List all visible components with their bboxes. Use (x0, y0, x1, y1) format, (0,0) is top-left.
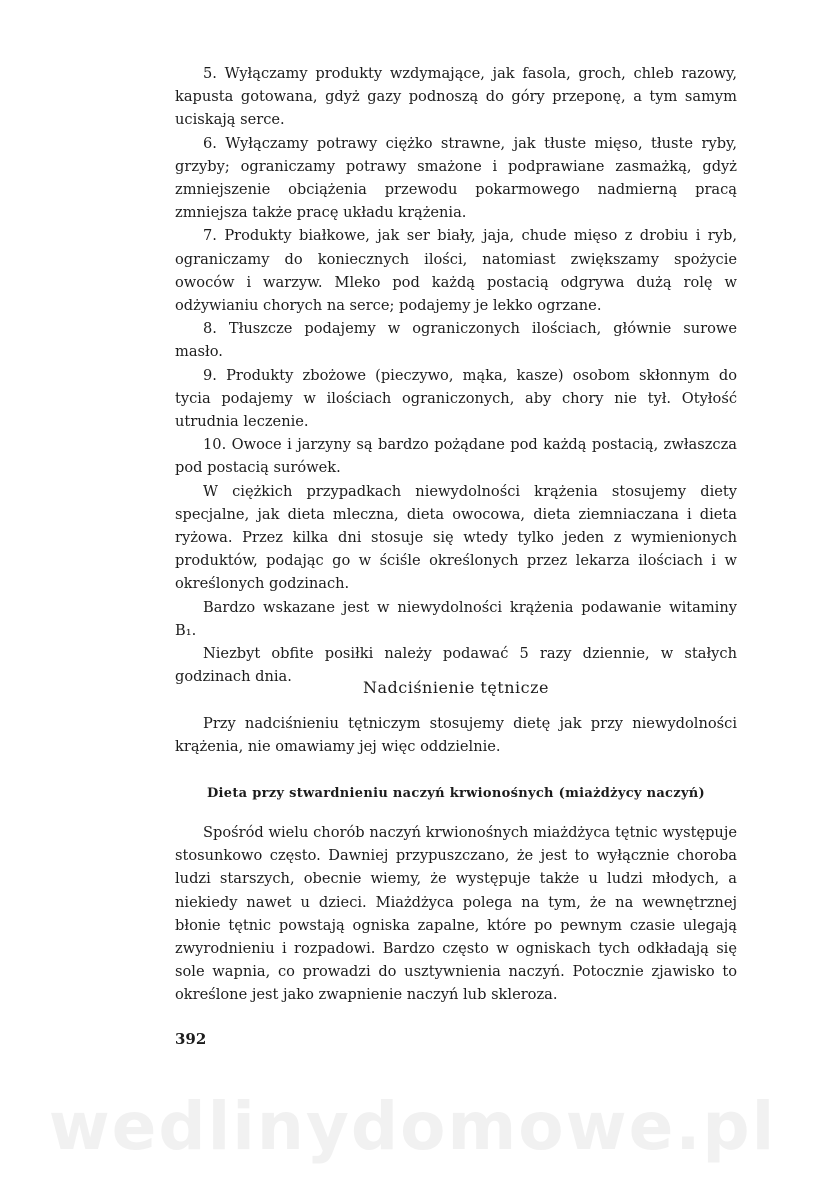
rule-10: 10. Owoce i jarzyny są bardzo pożądane pod każdą postacią, zwłaszcza pod postacią surówek. (175, 436, 737, 477)
vitamin-paragraph: Bardzo wskazane jest w niewydolności krążenia podawanie witaminy B₁. (175, 598, 737, 639)
rule-6: 6. Wyłączamy potrawy ciężko strawne, jak tłuste mięso, tłuste ryby, grzyby; ograniczamy potrawy smażone i podprawiane zasmażką, gdyż zmniejszenie obciążenia przewodu pokarmowego nadmierną pracą zmniejsza także pracę układu krążenia. (175, 134, 737, 222)
meals-paragraph: Niezbyt obfite posiłki należy podawać 5 razy dziennie, w stałych godzinach dnia. (175, 645, 737, 686)
page-number: 392 (175, 1030, 207, 1048)
subsection-title-atherosclerosis: Dieta przy stwardnieniu naczyń krwionośnych (miażdżycy naczyń) (206, 786, 706, 801)
rule-8: 8. Tłuszcze podajemy w ograniczonych ilościach, głównie surowe masło. (175, 320, 737, 361)
section-body-hypertension (175, 712, 737, 758)
watermark: wedlinydomowe.pl (48, 1088, 777, 1165)
special-diets-paragraph: W ciężkich przypadkach niewydolności krążenia stosujemy diety specjalne, jak dieta mleczna, dieta owocowa, dieta ziemniaczana i dieta ryżowa. Przez kilka dni stosuje się wtedy tylko jeden z wymienionych produktów, podając go w ściśle określonych przez lekarza ilościach i w określonych godzinach. (175, 482, 737, 593)
subsection-body-atherosclerosis (175, 821, 737, 1007)
rule-7: 7. Produkty białkowe, jak ser biały, jaja, chude mięso z drobiu i ryb, ograniczamy do koniecznych ilości, natomiast zwiększamy spożycie owoców i warzyw. Mleko pod każdą postacią odgrywa dużą rolę w odżywianiu chorych na serce; podajemy je lekko ogrzane. (175, 227, 737, 315)
section-title-hypertension: Nadciśnienie tętnicze (362, 678, 550, 697)
diet-rules-list (175, 62, 737, 688)
hypertension-paragraph: Przy nadciśnieniu tętniczym stosujemy dietę jak przy niewydolności krążenia, nie omawiamy jej więc oddzielnie. (175, 715, 737, 756)
rule-9: 9. Produkty zbożowe (pieczywo, mąka, kasze) osobom skłonnym do tycia podajemy w ilościach ograniczonych, aby chory nie tył. Otyłość utrudnia leczenie. (175, 366, 737, 431)
atherosclerosis-paragraph: Spośród wielu chorób naczyń krwionośnych miażdżyca tętnic występuje stosunkowo często. Dawniej przypuszczano, że jest to wyłącznie choroba ludzi starszych, obecnie wiemy, że występuje także u ludzi młodych, a niekiedy nawet u dzieci. Miażdżyca polega na tym, że na wewnętrznej błonie tętnic powstają ogniska zapalne, które po pewnym czasie ulegają zwyrodnieniu i rozpadowi. Bardzo często w ogniskach tych odkładają się sole wapnia, co prowadzi do usztywnienia naczyń. Potocznie zjawisko to określone jest jako zwapnienie naczyń lub skleroza. (175, 824, 737, 1004)
rule-5: 5. Wyłączamy produkty wzdymające, jak fasola, groch, chleb razowy, kapusta gotowana, gdyż gazy podnoszą do góry przeponę, a tym samym uciskają serce. (175, 65, 737, 129)
